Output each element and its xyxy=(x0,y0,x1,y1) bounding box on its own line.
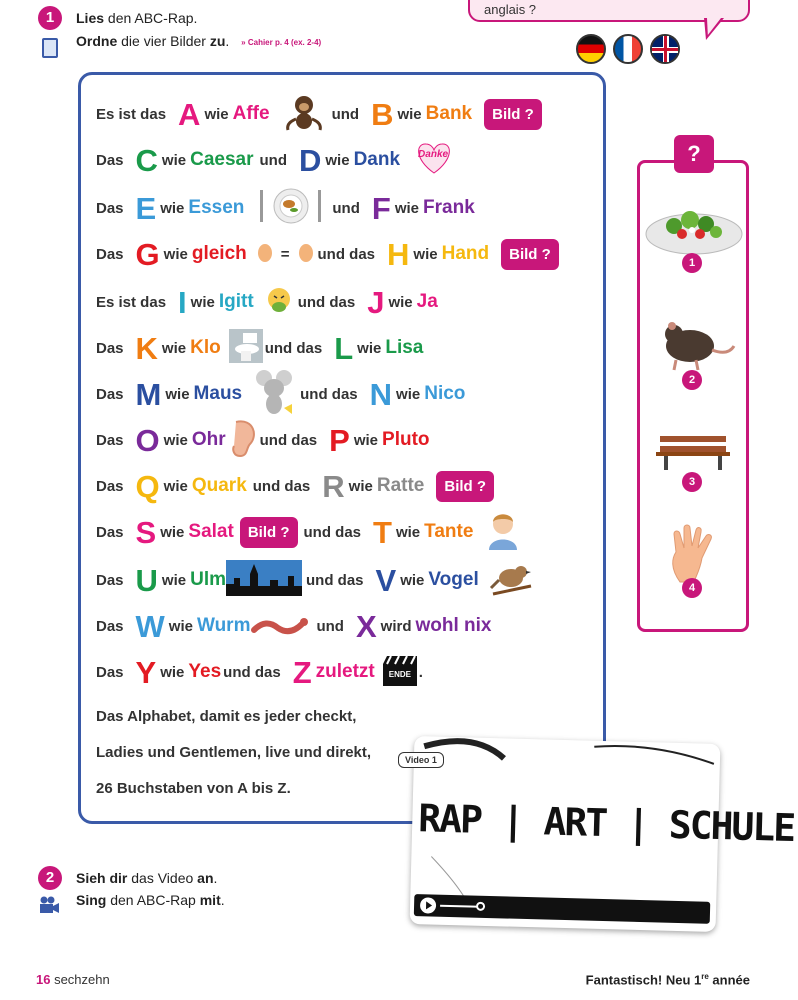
rap-text: Das xyxy=(96,523,124,541)
word-wohl-nix: wohl nix xyxy=(415,615,492,636)
video-scrub-handle[interactable] xyxy=(476,902,485,911)
rap-line-1 xyxy=(96,94,542,134)
play-button-icon[interactable] xyxy=(420,897,436,913)
letter-a: A xyxy=(178,96,201,132)
rap-text: wie xyxy=(397,105,422,123)
instr-ordne-mid: die vier Bilder xyxy=(117,33,210,49)
instr-zu: zu xyxy=(209,33,226,49)
monkey-icon xyxy=(282,93,326,136)
word-zuletzt: zuletzt xyxy=(315,661,375,682)
word-ja: Ja xyxy=(416,291,438,312)
instr-sing: Sing xyxy=(76,892,107,908)
letter-w: W xyxy=(135,608,165,644)
letter-g: G xyxy=(135,236,160,272)
letter-l: L xyxy=(334,330,354,366)
word-gleich: gleich xyxy=(191,243,247,264)
disgust-face-icon xyxy=(266,287,292,318)
letter-e: E xyxy=(135,190,157,226)
rap-text: . xyxy=(418,663,423,681)
picture-number-3: 3 xyxy=(682,472,702,492)
rap-text: wie xyxy=(388,293,413,311)
instr-lies: Lies xyxy=(76,10,105,26)
cahier-reference: » Cahier p. 4 (ex. 2-4) xyxy=(241,37,322,47)
rap-text: wie xyxy=(400,571,425,589)
toilet-icon xyxy=(229,329,263,368)
word-ratte: Ratte xyxy=(376,475,425,496)
exercise-1-instruction-1 xyxy=(76,10,197,26)
question-badge: ? xyxy=(674,135,714,173)
instr-lies-rest: den ABC-Rap. xyxy=(104,10,198,26)
rap-text: Das xyxy=(96,151,124,169)
uk-flag-icon xyxy=(650,34,680,64)
letter-f: F xyxy=(371,190,391,226)
rap-text: Das xyxy=(96,385,124,403)
rap-text: Es ist das xyxy=(96,293,167,311)
word-hand: Hand xyxy=(441,243,490,264)
instr-video-mid: das Video xyxy=(127,870,198,886)
rap-line-3 xyxy=(96,188,481,228)
letter-q: Q xyxy=(135,468,160,504)
picture-number-2: 2 xyxy=(682,370,702,390)
word-quark: Quark xyxy=(191,475,247,496)
rap-text: wie xyxy=(190,293,215,311)
letter-s: S xyxy=(135,514,157,550)
bild-placeholder-ratte: Bild ? xyxy=(436,471,494,502)
rap-text: wie xyxy=(357,339,382,357)
word-yes: Yes xyxy=(188,661,222,682)
word-klo: Klo xyxy=(190,337,221,358)
rap-text: und das xyxy=(259,431,318,449)
word-pluto: Pluto xyxy=(382,429,430,450)
rap-text: und das xyxy=(252,477,311,495)
rap-text: wie xyxy=(161,571,187,589)
rap-text: wie xyxy=(163,245,188,263)
instr-ordne-end: . xyxy=(225,33,230,49)
danke-heart-icon xyxy=(412,141,456,180)
word-tante: Tante xyxy=(424,521,474,542)
rap-line-10 xyxy=(96,512,527,552)
verse-line-2: Ladies und Gentlemen, live und direkt, xyxy=(96,744,372,761)
word-nico: Nico xyxy=(424,383,466,404)
letter-k: K xyxy=(135,330,158,366)
exercise-2-instruction-2 xyxy=(76,892,225,908)
word-dank: Dank xyxy=(353,149,401,170)
rap-text: wie xyxy=(163,477,188,495)
plate-food-icon xyxy=(256,186,326,231)
rap-text: und xyxy=(332,199,360,217)
rap-text: und das xyxy=(303,523,362,541)
danke-text: Danke xyxy=(418,148,449,160)
language-flags xyxy=(576,34,680,64)
rap-text: wie xyxy=(161,151,187,169)
rap-text: Das xyxy=(96,245,124,263)
rap-text: wie xyxy=(160,523,185,541)
book-title-text: Fantastisch! Neu 1 xyxy=(585,972,702,988)
book-title-end: année xyxy=(708,972,750,988)
video-progress-bar[interactable] xyxy=(440,905,480,908)
page-number xyxy=(36,972,110,987)
french-flag-icon xyxy=(613,34,643,64)
rap-text: Das xyxy=(96,663,124,681)
rap-line-4 xyxy=(96,234,559,274)
instr-an: an xyxy=(197,870,214,886)
rap-text: und xyxy=(259,151,287,169)
word-affe: Affe xyxy=(232,103,270,124)
word-ohr: Ohr xyxy=(191,429,226,450)
letter-r: R xyxy=(322,468,345,504)
rap-line-7 xyxy=(96,374,471,414)
word-caesar: Caesar xyxy=(190,149,254,170)
hand-icon xyxy=(666,524,720,584)
rap-text: wie xyxy=(353,431,379,449)
word-ulm: Ulm xyxy=(190,569,227,590)
rap-line-9 xyxy=(96,466,494,506)
rap-text: wie xyxy=(163,431,188,449)
video-tag: Video 1 xyxy=(398,752,444,768)
rap-line-8 xyxy=(96,420,436,460)
letter-x: X xyxy=(355,608,377,644)
rap-text: wie xyxy=(348,477,373,495)
rap-text: wie xyxy=(160,663,185,681)
video-title: RAP | ART | SCHULE xyxy=(417,796,795,850)
letter-o: O xyxy=(135,422,160,458)
verse-line-3: 26 Buchstaben von A bis Z. xyxy=(96,780,291,797)
rap-text: wie xyxy=(165,385,190,403)
clapperboard-icon xyxy=(383,654,417,691)
egg-icon xyxy=(298,241,314,268)
instr-sing-mid: den ABC-Rap xyxy=(106,892,200,908)
rap-line-5 xyxy=(96,282,444,322)
page-number-digit: 16 xyxy=(36,972,51,987)
rap-line-6 xyxy=(96,328,429,368)
bild-placeholder-salat: Bild ? xyxy=(240,517,298,548)
picture-number-1: 1 xyxy=(682,253,702,273)
rap-text: Das xyxy=(96,571,124,589)
equals-sign: = xyxy=(280,245,290,263)
letter-i: I xyxy=(178,284,187,320)
letter-d: D xyxy=(299,142,322,178)
ulm-skyline-icon xyxy=(226,560,302,601)
rap-text: und das xyxy=(297,293,356,311)
letter-n: N xyxy=(369,376,393,412)
mouse-icon xyxy=(254,368,294,421)
letter-c: C xyxy=(135,142,158,178)
bild-placeholder-bank: Bild ? xyxy=(484,99,542,130)
letter-m: M xyxy=(135,376,162,412)
instr-sing-end: . xyxy=(220,892,225,908)
word-essen: Essen xyxy=(188,197,245,218)
picture-number-4: 4 xyxy=(682,578,702,598)
rap-text: wie xyxy=(204,105,229,123)
page-number-word: sechzehn xyxy=(50,972,110,987)
rap-line-13 xyxy=(96,652,427,692)
letter-j: J xyxy=(367,284,385,320)
verse-line-1: Das Alphabet, damit es jeder checkt, xyxy=(96,708,357,725)
rap-text: wie xyxy=(396,385,421,403)
word-maus: Maus xyxy=(193,383,243,404)
word-lisa: Lisa xyxy=(385,337,424,358)
rap-text: und das xyxy=(223,663,281,681)
aunt-icon xyxy=(485,510,521,555)
rap-text: wie xyxy=(395,523,421,541)
rap-text: Das xyxy=(96,339,124,357)
rap-text: und xyxy=(316,617,344,635)
rap-text: wie xyxy=(161,339,187,357)
rap-line-12 xyxy=(96,606,498,646)
bild-placeholder-hand: Bild ? xyxy=(501,239,559,270)
letter-b: B xyxy=(371,96,394,132)
rap-line-2 xyxy=(96,140,462,180)
rap-text: und das xyxy=(300,385,358,403)
german-flag-icon xyxy=(576,34,606,64)
word-salat: Salat xyxy=(188,521,234,542)
letter-z: Z xyxy=(292,654,312,690)
rap-text: Das xyxy=(96,477,124,495)
letter-t: T xyxy=(373,514,392,550)
video-camera-icon xyxy=(38,896,60,914)
rap-text: wie xyxy=(160,199,185,217)
worm-icon xyxy=(252,612,312,641)
rap-text: Das xyxy=(96,431,124,449)
rap-text: wird xyxy=(380,617,412,635)
book-title xyxy=(586,972,750,987)
rap-text: wie xyxy=(325,151,350,169)
word-igitt: Igitt xyxy=(218,291,254,312)
rap-text: wie xyxy=(394,199,420,217)
exercise-2-number: 2 xyxy=(38,866,62,890)
rap-line-11 xyxy=(96,560,541,600)
rap-text: wie xyxy=(168,617,193,635)
exercise-1-number: 1 xyxy=(38,6,62,30)
exercise-1-instruction-2 xyxy=(76,33,321,49)
letter-p: P xyxy=(329,422,350,458)
letter-h: H xyxy=(387,236,410,272)
rap-text: Es ist das xyxy=(96,105,167,123)
exercise-2-instruction-1 xyxy=(76,870,217,886)
instr-ordne: Ordne xyxy=(76,33,118,49)
letter-u: U xyxy=(135,562,158,598)
rap-text: und das xyxy=(264,339,323,357)
bird-icon xyxy=(491,558,535,603)
rap-text: und das xyxy=(306,571,364,589)
word-vogel: Vogel xyxy=(428,569,479,590)
salad-icon xyxy=(644,200,744,258)
word-wurm: Wurm xyxy=(196,615,251,636)
speech-bubble-text: anglais ? xyxy=(484,2,537,17)
letter-v: V xyxy=(375,562,397,598)
letter-y: Y xyxy=(135,654,157,690)
word-bank: Bank xyxy=(425,103,473,124)
rap-text: Das xyxy=(96,617,124,635)
instr-video-end: . xyxy=(213,870,218,886)
egg-icon xyxy=(257,241,273,268)
rap-text: und xyxy=(331,105,360,123)
video-player-card[interactable] xyxy=(410,736,795,932)
rap-text: wie xyxy=(413,245,438,263)
book-title-sup: re xyxy=(701,972,709,981)
instr-sieh-dir: Sieh dir xyxy=(76,870,128,886)
clapperboard-text: ENDE xyxy=(388,669,411,679)
word-frank: Frank xyxy=(423,197,475,218)
rap-text: Das xyxy=(96,199,124,217)
rap-text: und das xyxy=(317,245,376,263)
bench-icon xyxy=(656,432,730,470)
ear-icon xyxy=(228,418,258,463)
instr-mit: mit xyxy=(199,892,221,908)
rat-icon xyxy=(656,316,736,372)
book-icon xyxy=(42,38,58,58)
